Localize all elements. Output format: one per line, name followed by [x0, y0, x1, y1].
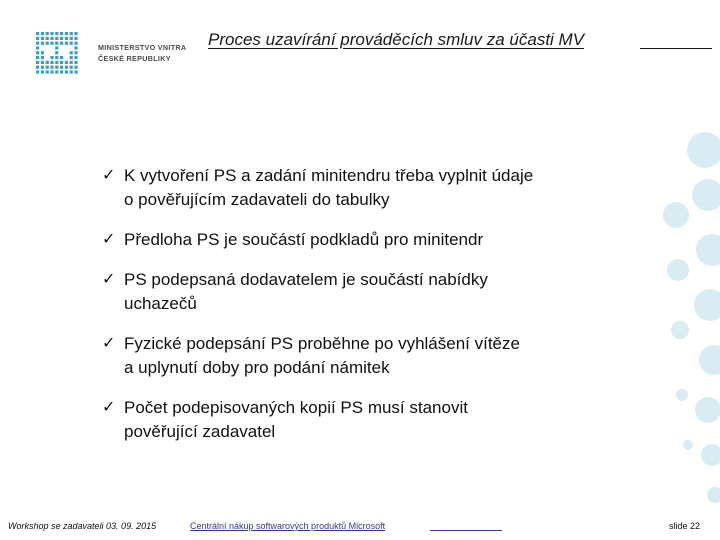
logo-dot: [41, 32, 44, 35]
bullet-item: [102, 332, 642, 380]
bullet-item: [102, 396, 642, 444]
logo-dot: [70, 66, 73, 69]
logo-dot: [74, 42, 77, 45]
logo-dot: [65, 37, 68, 40]
logo-dot: [60, 61, 63, 64]
logo-dot: [36, 32, 39, 35]
logo-dot: [70, 51, 73, 54]
logo-dot: [74, 66, 77, 69]
logo-dot: [74, 61, 77, 64]
bullet-item: [102, 164, 642, 212]
footer-project-link[interactable]: Centrální nákup softwarových produktů Microsoft: [190, 521, 386, 531]
logo-dot: [46, 37, 49, 40]
logo-dot: [60, 32, 63, 35]
logo-dot: [50, 37, 53, 40]
logo-dot: [74, 70, 77, 73]
logo-dot: [65, 32, 68, 35]
logo-dot: [60, 56, 63, 59]
bullet-line: PS podepsaná dodavatelem je součástí nabídky: [124, 270, 488, 289]
logo-dot: [60, 70, 63, 73]
logo-dot: [55, 56, 58, 59]
logo-dot: [55, 46, 58, 49]
logo-dot: [50, 66, 53, 69]
logo-dot: [55, 32, 58, 35]
logo-dot: [41, 66, 44, 69]
logo-dot: [50, 61, 53, 64]
logo-dot: [36, 70, 39, 73]
logo-dot: [65, 66, 68, 69]
logo-dot: [36, 61, 39, 64]
checkmark-icon: ✓: [102, 399, 116, 416]
logo-dot: [41, 70, 44, 73]
logo-line-1: MINISTERSTVO VNITRA: [98, 43, 187, 52]
checkmark-icon: ✓: [102, 231, 116, 248]
logo-dot: [70, 56, 73, 59]
logo-dot: [50, 42, 53, 45]
logo-dot: [70, 70, 73, 73]
logo-text: [98, 42, 186, 64]
logo-dot: [60, 37, 63, 40]
logo-dot: [50, 70, 53, 73]
logo-dot: [60, 42, 63, 45]
logo-dot: [70, 61, 73, 64]
bullet-item: [102, 268, 642, 316]
logo-dot: [74, 56, 77, 59]
logo-dot: [55, 70, 58, 73]
logo-dot: [36, 66, 39, 69]
logo-dot: [74, 37, 77, 40]
logo-dot: [74, 46, 77, 49]
logo-dot: [41, 51, 44, 54]
bullet-line: Předloha PS je součástí podkladů pro minitendr: [124, 230, 484, 249]
bullet-line: a uplynutí doby pro podání námitek: [124, 358, 390, 377]
bullet-line: Počet podepisovaných kopií PS musí stanovit: [124, 398, 468, 417]
logo-dot: [65, 61, 68, 64]
logo-dot: [55, 61, 58, 64]
logo-dot: [60, 66, 63, 69]
bullet-line: K vytvoření PS a zadání minitendru třeba vyplnit údaje: [124, 166, 534, 185]
logo-dot: [70, 37, 73, 40]
logo-dot: [36, 42, 39, 45]
logo-dot: [36, 46, 39, 49]
slide-number: slide 22: [668, 521, 700, 531]
logo-dot: [70, 42, 73, 45]
bullet-line: pověřující zadavatel: [124, 422, 276, 441]
logo-dot: [46, 66, 49, 69]
logo-dot: [50, 56, 53, 59]
bullet-line: o pověřujícím zadavateli do tabulky: [124, 190, 390, 209]
logo-dot: [65, 70, 68, 73]
logo-dot: [70, 32, 73, 35]
logo-dot: [36, 37, 39, 40]
footer-link-underline: [430, 530, 502, 531]
logo-dot: [65, 42, 68, 45]
checkmark-icon: ✓: [102, 167, 116, 184]
logo-dot: [55, 42, 58, 45]
logo-dot: [41, 61, 44, 64]
logo-dot: [55, 37, 58, 40]
logo-dot: [46, 32, 49, 35]
logo-dot: [74, 32, 77, 35]
footer-event: Workshop se zadavateli 03. 09. 2015: [8, 521, 157, 531]
logo-dot: [41, 37, 44, 40]
logo-dot: [46, 42, 49, 45]
logo-line-2: ČESKÉ REPUBLIKY: [98, 54, 171, 63]
logo-dot: [50, 32, 53, 35]
checkmark-icon: ✓: [102, 335, 116, 352]
logo-dot: [74, 51, 77, 54]
logo-dot: [41, 56, 44, 59]
logo-dot: [55, 66, 58, 69]
logo-dot: [55, 51, 58, 54]
checkmark-icon: ✓: [102, 271, 116, 288]
bullet-line: Fyzické podepsání PS proběhne po vyhlášení vítěze: [124, 334, 520, 353]
bullet-line: uchazečů: [124, 294, 197, 313]
slide-title: Proces uzavírání prováděcích smluv za účasti MV: [208, 30, 585, 49]
bullet-item: [102, 228, 642, 252]
logo-dot: [41, 42, 44, 45]
bullet-list: [102, 164, 642, 444]
logo-dot: [36, 51, 39, 54]
logo-dot: [46, 61, 49, 64]
logo-dot: [46, 70, 49, 73]
logo-dot: [36, 56, 39, 59]
